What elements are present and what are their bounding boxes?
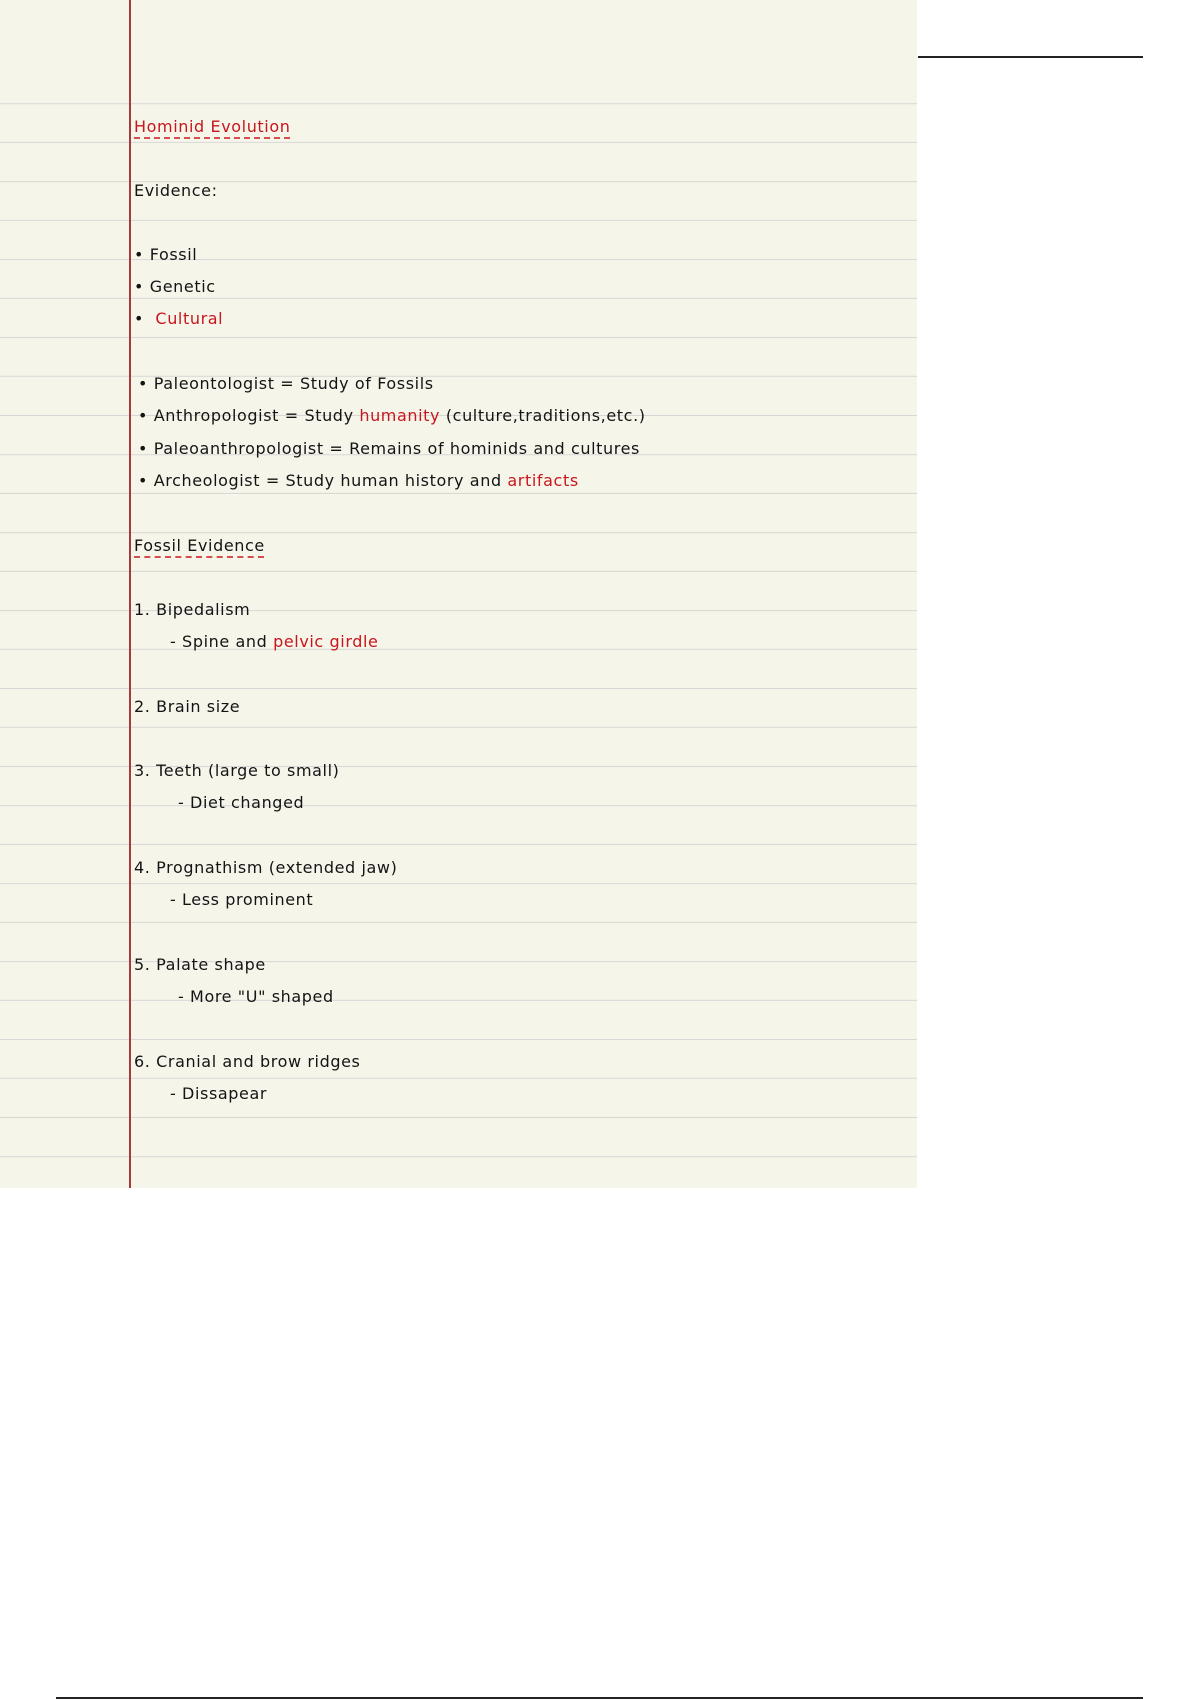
definition-paleontologist: • Paleontologist = Study of Fossils	[138, 374, 434, 393]
definition-highlight: humanity	[359, 406, 441, 425]
definition-sep: =	[280, 374, 295, 393]
definition-highlight: artifacts	[507, 471, 579, 490]
definition-desc: Study human history and	[285, 471, 502, 490]
header-rule	[918, 56, 1143, 58]
fossil-subitem-text: - Spine and	[170, 632, 268, 651]
evidence-item-cultural: • Cultural	[134, 309, 224, 328]
fossil-item-number: 3.	[134, 761, 151, 780]
fossil-item-3	[134, 758, 339, 784]
definition-desc: Remains of hominids and cultures	[349, 439, 640, 458]
fossil-item-number: 1.	[134, 600, 151, 619]
fossil-item-text: Palate shape	[156, 955, 266, 974]
evidence-item-text: Cultural	[155, 309, 224, 328]
definition-term: Paleoanthropologist	[153, 439, 324, 458]
fossil-evidence-heading: Fossil Evidence	[134, 536, 265, 555]
definition-sep: =	[284, 406, 299, 425]
footer-rule	[56, 1697, 1143, 1699]
definition-term: Paleontologist	[153, 374, 275, 393]
fossil-item-text: Teeth (large to small)	[156, 761, 340, 780]
fossil-subitem-1	[170, 629, 378, 655]
evidence-item-text: Fossil	[149, 245, 198, 264]
fossil-item-5	[134, 952, 266, 978]
fossil-item-number: 6.	[134, 1052, 151, 1071]
fossil-subitem-highlight: pelvic girdle	[273, 632, 379, 651]
evidence-item-genetic: • Genetic	[134, 277, 216, 296]
fossil-item-text: Brain size	[156, 697, 241, 716]
fossil-subitem-6: - Dissapear	[170, 1084, 268, 1103]
definition-paleoanthropologist: • Paleoanthropologist = Remains of hominids and cultures	[138, 439, 640, 458]
fossil-item-text: Bipedalism	[156, 600, 251, 619]
fossil-subitem-4: - Less prominent	[170, 890, 314, 909]
definition-extra: (culture,traditions,etc.)	[445, 406, 646, 425]
margin-line	[129, 0, 131, 1188]
fossil-subitem-3: - Diet changed	[178, 793, 305, 812]
definition-archeologist: • Archeologist = Study human history and artifacts	[138, 471, 579, 490]
evidence-item-fossil: • Fossil	[134, 245, 198, 264]
definition-desc: Study	[304, 406, 354, 425]
fossil-item-4	[134, 855, 397, 881]
definition-term: Archeologist	[153, 471, 261, 490]
definition-term: Anthropologist	[153, 406, 280, 425]
fossil-item-1	[134, 597, 250, 623]
fossil-item-number: 2.	[134, 697, 151, 716]
fossil-item-6	[134, 1049, 360, 1075]
definition-sep: =	[329, 439, 344, 458]
fossil-subitem-5: - More "U" shaped	[178, 987, 334, 1006]
fossil-item-number: 5.	[134, 955, 151, 974]
fossil-item-text: Prognathism (extended jaw)	[156, 858, 398, 877]
fossil-item-2	[134, 694, 240, 720]
definition-sep: =	[265, 471, 280, 490]
definition-desc: Study of Fossils	[300, 374, 434, 393]
page-title: Hominid Evolution	[134, 117, 291, 136]
fossil-item-number: 4.	[134, 858, 151, 877]
fossil-item-text: Cranial and brow ridges	[156, 1052, 361, 1071]
evidence-label: Evidence:	[134, 181, 218, 200]
definition-anthropologist: • Anthropologist = Study humanity (culture,traditions,etc.)	[138, 406, 646, 425]
evidence-item-text: Genetic	[149, 277, 216, 296]
